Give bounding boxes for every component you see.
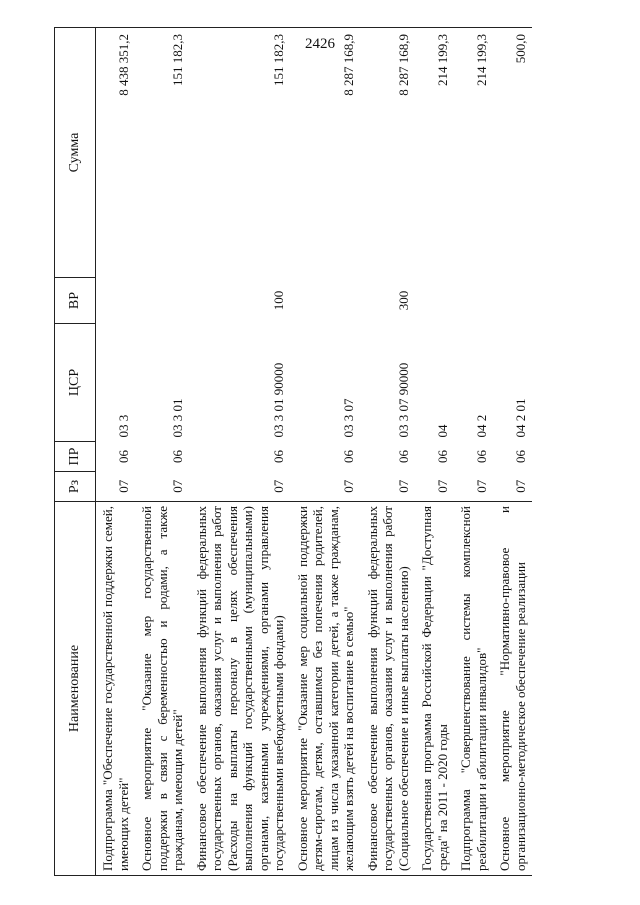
row-csr: 03 3 01 90000 (271, 362, 286, 438)
row-vr (454, 278, 493, 324)
row-pr: 06 (271, 450, 286, 463)
rotated-table-container (54, 28, 602, 876)
row-vr (135, 278, 190, 324)
table-header-row (55, 28, 96, 876)
row-sum: 214 199,3 (454, 28, 493, 278)
row-rz: 07 (341, 479, 356, 493)
row-pr: 06 (512, 450, 528, 463)
row-rz: 07 (512, 479, 528, 493)
row-pr: 06 (395, 450, 411, 463)
row-name: Подпрограмма "Обеспечение государственной поддержки семей, имеющих детей" (96, 502, 136, 876)
table-row (291, 28, 361, 876)
header-pr: ПР (55, 442, 96, 472)
row-sum: 8 438 351,2 (96, 28, 136, 278)
row-rz: 07 (271, 479, 286, 493)
row-sum: 8 287 168,9 (361, 28, 416, 278)
header-sum: Сумма (55, 28, 96, 278)
row-vr: 300 (395, 290, 411, 311)
row-name: Финансовое обеспечение выполнения функций федеральных государственных органов, оказания услуг и выполнения работ (Социальное обеспечение и иные выплаты населению) (361, 502, 416, 876)
row-rz: 07 (170, 479, 185, 493)
row-sum: 151 182,3 (135, 28, 190, 278)
row-rz: 07 (115, 479, 131, 493)
page-number: 2426 (305, 36, 335, 52)
row-name: Основное мероприятие "Оказание мер социальной поддержки детям-сиротам, детям, оставшимся без попечения родителей, лицам из числа указанной категории детей, а также гражданам, желающим взять детей на воспитание в семью" (291, 502, 361, 876)
row-pr: 06 (473, 450, 489, 463)
table-row (190, 28, 291, 876)
row-sum: 151 182,3 (190, 28, 291, 278)
table-row (454, 28, 493, 876)
row-rz: 07 (434, 479, 450, 493)
header-rz: Рз (55, 472, 96, 502)
row-name: Государственная программа Российской Федерации "Доступная среда" на 2011 - 2020 годы (415, 502, 454, 876)
table-row (96, 28, 136, 876)
row-vr (493, 278, 532, 324)
row-pr: 06 (170, 450, 185, 463)
row-csr: 04 (434, 424, 450, 438)
row-csr: 03 3 01 (170, 398, 185, 438)
row-csr: 04 2 (473, 414, 489, 438)
row-name: Основное мероприятие "Оказание мер государственной поддержки в связи с беременностью и родами, а также гражданам, имеющим детей" (135, 502, 190, 876)
row-sum: 500,0 (493, 28, 532, 278)
row-csr: 03 3 07 (341, 398, 356, 438)
row-vr (415, 278, 454, 324)
table-row (493, 28, 532, 876)
row-rz: 07 (395, 479, 411, 493)
row-pr: 06 (341, 450, 356, 463)
row-csr: 04 2 01 (512, 398, 528, 438)
row-csr: 03 3 (115, 414, 131, 438)
row-vr (96, 278, 136, 324)
row-pr: 06 (434, 450, 450, 463)
row-name: Подпрограмма "Совершенствование системы комплексной реабилитации и абилитации инвалидов" (454, 502, 493, 876)
row-csr: 03 3 07 90000 (395, 362, 411, 438)
header-name: Наименование (55, 502, 96, 876)
header-csr: ЦСР (55, 324, 96, 442)
row-sum: 214 199,3 (415, 28, 454, 278)
header-vr: ВР (55, 278, 96, 324)
row-rz: 07 (473, 479, 489, 493)
row-sum: 8 287 168,9 (291, 28, 361, 278)
table-row (135, 28, 190, 876)
table-row (415, 28, 454, 876)
table-row (361, 28, 416, 876)
budget-table (54, 27, 532, 876)
row-pr: 06 (115, 450, 131, 463)
row-name: Финансовое обеспечение выполнения функций федеральных государственных органов, оказания услуг и выполнения работ (Расходы на выплаты персоналу в целях обеспечения выполнения функций государственными (муниципальными) органами, казенными учреждениями, органами управления государственными внебюджетными фондами) (190, 502, 291, 876)
row-vr (291, 278, 361, 324)
row-name: Основное мероприятие "Нормативно-правовое и организационно-методическое обеспечение реализации (493, 502, 532, 876)
row-vr: 100 (271, 290, 286, 311)
